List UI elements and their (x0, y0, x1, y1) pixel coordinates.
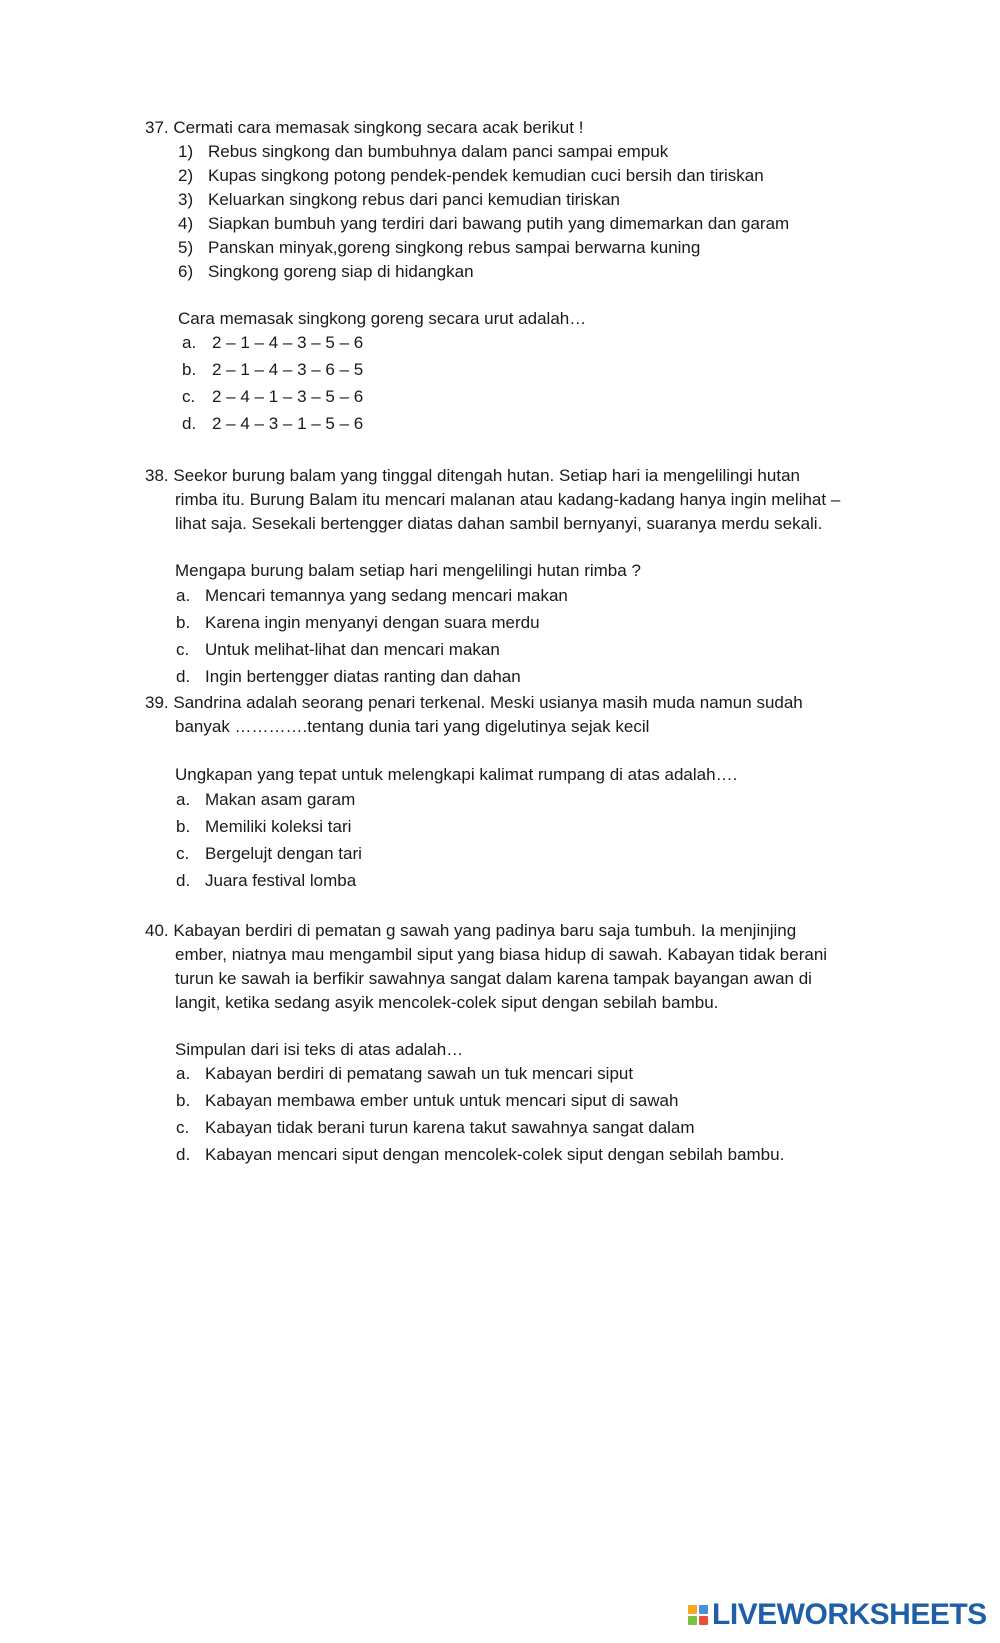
option-text: Makan asam garam (205, 790, 356, 809)
step-number: 1) (178, 142, 194, 161)
logo-tiles-icon (688, 1605, 708, 1625)
option-text: Kabayan tidak berani turun karena takut sawahnya sangat dalam (205, 1118, 695, 1137)
step-item (178, 261, 474, 283)
option-text: 2 – 4 – 1 – 3 – 5 – 6 (212, 387, 364, 406)
option-letter: b. (176, 817, 191, 836)
question-prompt: Cara memasak singkong goreng secara urut adalah… (178, 309, 587, 328)
option-c[interactable] (182, 386, 364, 408)
question-stem: Kabayan berdiri di pematan g sawah yang padinya baru saja tumbuh. Ia menjinjing (173, 921, 797, 940)
question-number: 37. (145, 118, 169, 137)
option-letter: a. (176, 1064, 191, 1083)
step-number: 5) (178, 238, 194, 257)
question-stem-line: banyak ………….tentang dunia tari yang digelutinya sejak kecil (175, 717, 650, 736)
question-prompt: Mengapa burung balam setiap hari mengelilingi hutan rimba ? (175, 561, 641, 580)
step-text: Singkong goreng siap di hidangkan (208, 262, 474, 281)
question-stem: Sandrina adalah seorang penari terkenal. Meski usianya masih muda namun sudah (173, 693, 803, 712)
option-a[interactable] (176, 1063, 634, 1085)
step-text: Siapkan bumbuh yang terdiri dari bawang putih yang dimemarkan dan garam (208, 214, 790, 233)
option-letter: d. (176, 1145, 191, 1164)
step-item (178, 237, 700, 259)
option-text: Bergelujt dengan tari (205, 844, 362, 863)
option-letter: d. (176, 667, 191, 686)
question-stem: Seekor burung balam yang tinggal ditengah hutan. Setiap hari ia mengelilingi hutan (173, 466, 800, 485)
option-b[interactable] (176, 816, 352, 838)
option-letter: b. (176, 613, 191, 632)
option-d[interactable] (176, 870, 357, 892)
question-38 (145, 465, 800, 487)
option-text: Memiliki koleksi tari (205, 817, 352, 836)
option-letter: b. (182, 360, 197, 379)
option-text: 2 – 1 – 4 – 3 – 6 – 5 (212, 360, 364, 379)
option-b[interactable] (176, 612, 540, 634)
step-item (178, 165, 764, 187)
step-number: 6) (178, 262, 194, 281)
question-number: 38. (145, 466, 169, 485)
question-prompt: Simpulan dari isi teks di atas adalah… (175, 1040, 464, 1059)
question-stem-line: rimba itu. Burung Balam itu mencari malanan atau kadang-kadang hanya ingin melihat – (175, 490, 841, 509)
question-number: 40. (145, 921, 169, 940)
option-letter: c. (176, 640, 190, 659)
logo-text: LIVEWORKSHEETS (712, 1598, 987, 1631)
step-text: Kupas singkong potong pendek-pendek kemudian cuci bersih dan tiriskan (208, 166, 764, 185)
step-number: 3) (178, 190, 194, 209)
liveworksheets-logo (688, 1595, 987, 1635)
option-text: Kabayan membawa ember untuk untuk mencari siput di sawah (205, 1091, 679, 1110)
option-text: Karena ingin menyanyi dengan suara merdu (205, 613, 540, 632)
question-prompt: Ungkapan yang tepat untuk melengkapi kalimat rumpang di atas adalah…. (175, 765, 738, 784)
option-a[interactable] (176, 585, 568, 607)
option-text: Kabayan mencari siput dengan mencolek-colek siput dengan sebilah bambu. (205, 1145, 785, 1164)
option-text: Untuk melihat-lihat dan mencari makan (205, 640, 500, 659)
step-number: 4) (178, 214, 194, 233)
option-letter: c. (176, 1118, 190, 1137)
option-c[interactable] (176, 843, 362, 865)
step-item (178, 189, 620, 211)
option-b[interactable] (182, 359, 364, 381)
option-text: Kabayan berdiri di pematang sawah un tuk mencari siput (205, 1064, 634, 1083)
option-text: Ingin bertengger diatas ranting dan dahan (205, 667, 521, 686)
option-c[interactable] (176, 639, 500, 661)
step-number: 2) (178, 166, 194, 185)
option-letter: c. (182, 387, 196, 406)
option-text: 2 – 4 – 3 – 1 – 5 – 6 (212, 414, 364, 433)
step-item (178, 141, 668, 163)
question-37 (145, 117, 583, 139)
question-stem-line: ember, niatnya mau mengambil siput yang biasa hidup di sawah. Kabayan tidak berani (175, 945, 828, 964)
option-letter: d. (182, 414, 197, 433)
step-item (178, 213, 789, 235)
step-text: Rebus singkong dan bumbuhnya dalam panci sampai empuk (208, 142, 669, 161)
option-text: Mencari temannya yang sedang mencari makan (205, 586, 568, 605)
option-d[interactable] (176, 666, 521, 688)
option-letter: c. (176, 844, 190, 863)
option-d[interactable] (176, 1144, 785, 1166)
step-text: Keluarkan singkong rebus dari panci kemudian tiriskan (208, 190, 621, 209)
question-39 (145, 692, 803, 714)
option-text: Juara festival lomba (205, 871, 357, 890)
option-text: 2 – 1 – 4 – 3 – 5 – 6 (212, 333, 364, 352)
option-letter: a. (182, 333, 197, 352)
option-b[interactable] (176, 1090, 679, 1112)
step-text: Panskan minyak,goreng singkong rebus sampai berwarna kuning (208, 238, 701, 257)
question-stem-line: langit, ketika sedang asyik mencolek-colek siput dengan sebilah bambu. (175, 993, 719, 1012)
option-letter: b. (176, 1091, 191, 1110)
option-letter: a. (176, 586, 191, 605)
question-stem: Cermati cara memasak singkong secara acak berikut ! (173, 118, 584, 137)
question-number: 39. (145, 693, 169, 712)
option-a[interactable] (182, 332, 364, 354)
question-40 (145, 920, 796, 942)
option-c[interactable] (176, 1117, 695, 1139)
option-letter: d. (176, 871, 191, 890)
option-a[interactable] (176, 789, 356, 811)
option-d[interactable] (182, 413, 364, 435)
question-stem-line: lihat saja. Sesekali bertengger diatas dahan sambil bernyanyi, suaranya merdu sekali. (175, 514, 823, 533)
option-letter: a. (176, 790, 191, 809)
question-stem-line: turun ke sawah ia berfikir sawahnya sangat dalam karena tampak bayangan awan di (175, 969, 812, 988)
